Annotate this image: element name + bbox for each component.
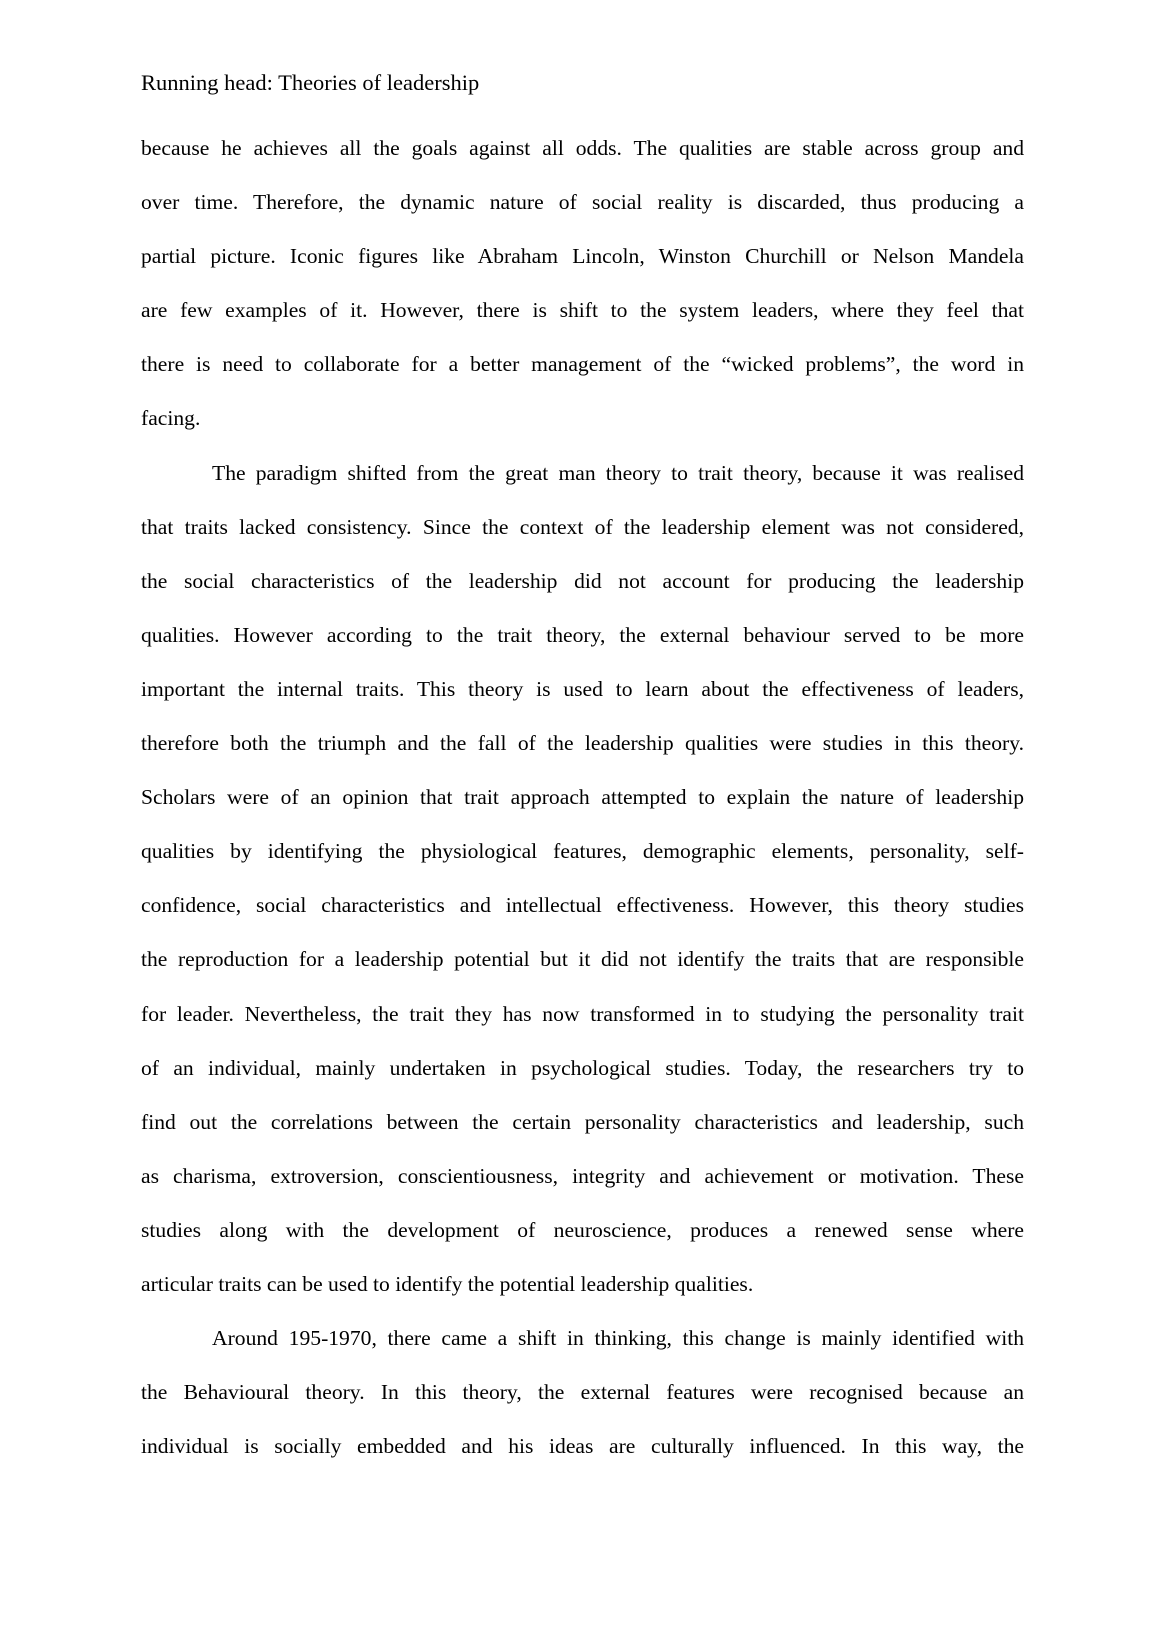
text-line: the reproduction for a leadership potential but it did not identify the traits that are responsible	[141, 947, 1024, 972]
text-line: facing.	[141, 406, 201, 431]
running-head: Running head: Theories of leadership	[141, 70, 480, 95]
text-line: the Behavioural theory. In this theory, the external features were recognised because an	[141, 1380, 1024, 1405]
paragraph-first-line: Around 195-1970, there came a shift in thinking, this change is mainly identified with	[212, 1326, 1024, 1351]
paragraph-first-line: The paradigm shifted from the great man theory to trait theory, because it was realised	[212, 460, 1024, 485]
body-text	[141, 133, 1024, 1485]
text-line: qualities. However according to the trait theory, the external behaviour served to be more	[141, 622, 1024, 647]
text-line: qualities by identifying the physiological features, demographic elements, personality, self-	[141, 839, 1024, 864]
text-line: because he achieves all the goals against all odds. The qualities are stable across group and	[141, 136, 1024, 160]
text-line: there is need to collaborate for a better management of the “wicked problems”, the word in	[141, 352, 1024, 377]
text-line: find out the correlations between the certain personality characteristics and leadership, such	[141, 1109, 1024, 1134]
text-line: over time. Therefore, the dynamic nature of social reality is discarded, thus producing a	[141, 190, 1024, 215]
text-line: as charisma, extroversion, conscientiousness, integrity and achievement or motivation. These	[141, 1163, 1024, 1188]
text-line: confidence, social characteristics and intellectual effectiveness. However, this theory studies	[141, 893, 1024, 918]
text-line: that traits lacked consistency. Since the context of the leadership element was not considered,	[141, 514, 1024, 539]
text-line: articular traits can be used to identify the potential leadership qualities.	[141, 1271, 754, 1296]
text-line: therefore both the triumph and the fall of the leadership qualities were studies in this theory.	[141, 731, 1024, 756]
text-line: Scholars were of an opinion that trait approach attempted to explain the nature of leadership	[141, 785, 1024, 810]
text-line: the social characteristics of the leadership did not account for producing the leadership	[141, 568, 1024, 593]
text-line: of an individual, mainly undertaken in psychological studies. Today, the researchers try to	[141, 1055, 1024, 1080]
text-line: important the internal traits. This theory is used to learn about the effectiveness of leaders,	[141, 676, 1024, 701]
text-line: partial picture. Iconic figures like Abraham Lincoln, Winston Churchill or Nelson Mandela	[141, 244, 1024, 269]
text-line: studies along with the development of neuroscience, produces a renewed sense where	[141, 1217, 1024, 1242]
text-line: for leader. Nevertheless, the trait they has now transformed in to studying the personality trait	[141, 1001, 1024, 1026]
text-line: are few examples of it. However, there is shift to the system leaders, where they feel that	[141, 298, 1024, 323]
text-line: individual is socially embedded and his ideas are culturally influenced. In this way, the	[141, 1434, 1024, 1459]
